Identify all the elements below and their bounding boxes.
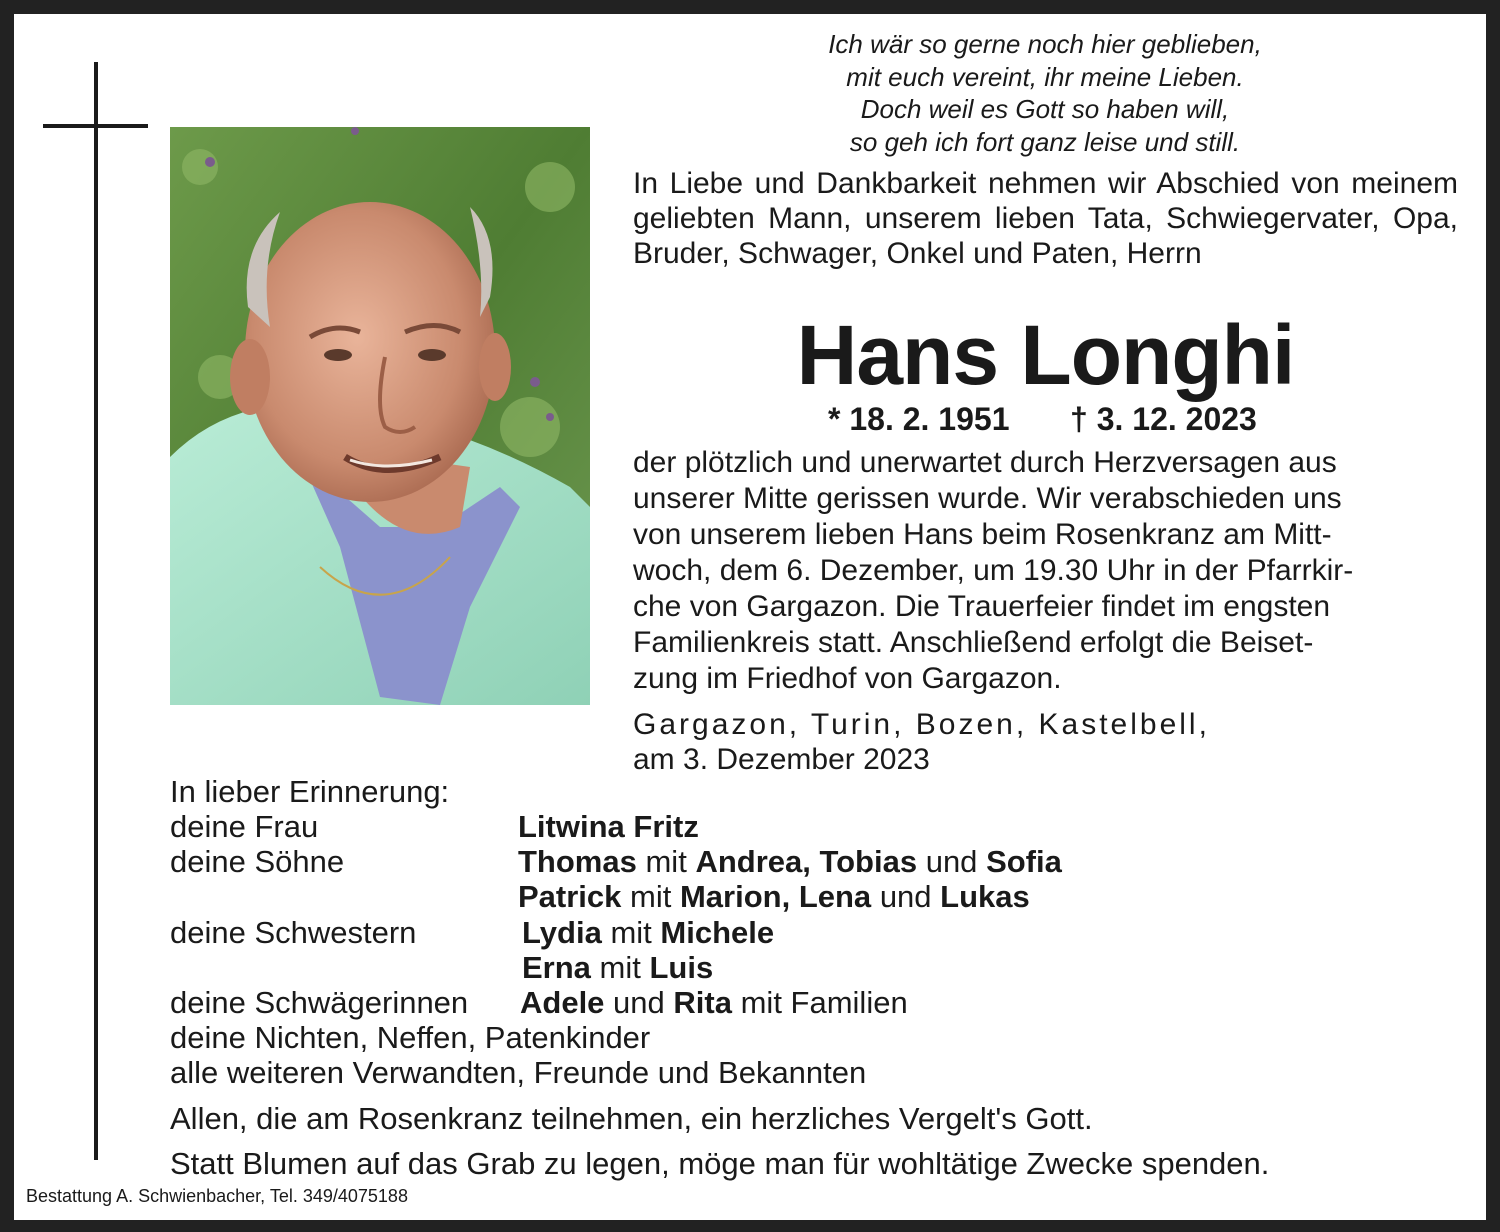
family-connector: mit <box>630 879 672 914</box>
text-line: zung im Friedhof von Gargazon. <box>633 662 1062 695</box>
cross-vertical-bar <box>94 62 98 1160</box>
poem <box>700 28 1390 158</box>
family-heading: In lieber Erinnerung: <box>170 774 450 809</box>
family-label: deine Schwestern <box>170 915 417 950</box>
place-date <box>633 707 1210 777</box>
family-connector: und <box>879 879 932 914</box>
places: Gargazon, Turin, Bozen, Kastelbell, <box>633 708 1210 741</box>
poem-line: mit euch vereint, ihr meine Lieben. <box>846 61 1244 92</box>
text-line: von unserem lieben Hans beim Rosenkranz am Mitt- <box>633 518 1332 551</box>
text-line: che von Gargazon. Die Trauerfeier findet im engsten <box>633 590 1331 623</box>
family-names <box>520 985 908 1020</box>
family-label: deine Schwägerinnen <box>170 985 469 1020</box>
family-names <box>518 844 1062 879</box>
family-name: Luis <box>649 950 714 985</box>
poem-line: Ich wär so gerne noch hier geblieben, <box>828 29 1262 59</box>
intro-text: In Liebe und Dankbarkeit nehmen wir Abschied von meinem geliebten Mann, unserem lieben Tata, Schwiegervater, Opa, Bruder, Schwager, Onkel und Paten, Herrn <box>633 167 1458 270</box>
family-name: Lydia <box>522 915 602 950</box>
family-connector: und <box>613 985 665 1020</box>
family-name: Litwina Fritz <box>518 809 699 844</box>
family-label: deine Frau <box>170 809 319 844</box>
family-connector: mit Familien <box>740 985 908 1020</box>
family-connector: mit <box>610 915 652 950</box>
family-name: Patrick <box>518 879 622 914</box>
poem-line: so geh ich fort ganz leise und still. <box>849 126 1241 157</box>
family-name: Erna <box>522 950 591 985</box>
family-line: alle weiteren Verwandten, Freunde und Bekannten <box>170 1055 867 1090</box>
birth-date: * 18. 2. 1951 <box>828 401 1010 437</box>
family-name: Lukas <box>940 879 1030 914</box>
deceased-name: Hans Longhi <box>796 308 1295 402</box>
family-line: deine Nichten, Neffen, Patenkinder <box>170 1020 651 1055</box>
family-name: Rita <box>673 985 732 1020</box>
portrait-photo <box>170 127 590 705</box>
death-date: † 3. 12. 2023 <box>1070 401 1257 437</box>
text-line: der plötzlich und unerwartet durch Herzversagen aus <box>633 446 1337 479</box>
family-connector: und <box>925 844 978 879</box>
text-line: unserer Mitte gerissen wurde. Wir verabschieden uns <box>633 482 1342 515</box>
thanks-text: Allen, die am Rosenkranz teilnehmen, ein herzliches Vergelt's Gott. <box>170 1101 1093 1136</box>
text-line: woch, dem 6. Dezember, um 19.30 Uhr in der Pfarrkir- <box>633 554 1354 587</box>
family-name: Andrea, Tobias <box>695 844 918 879</box>
cross-horizontal-bar <box>43 124 148 128</box>
family-names <box>518 809 699 844</box>
text-line: Familienkreis statt. Anschließend erfolgt die Beiset- <box>633 626 1314 659</box>
family-name: Adele <box>520 985 605 1020</box>
family-names <box>522 950 713 985</box>
family-names <box>522 915 774 950</box>
family-name: Thomas <box>518 844 637 879</box>
announcement-text <box>633 445 1458 697</box>
family-names <box>518 879 1030 914</box>
family-label: deine Söhne <box>170 844 345 879</box>
family-connector: mit <box>645 844 687 879</box>
poem-line: Doch weil es Gott so haben will, <box>860 94 1230 124</box>
family-name: Sofia <box>986 844 1062 879</box>
donation-text: Statt Blumen auf das Grab zu legen, möge man für wohltätige Zwecke spenden. <box>170 1146 1270 1181</box>
funeral-home: Bestattung A. Schwienbacher, Tel. 349/4075188 <box>26 1186 408 1206</box>
notice-date: am 3. Dezember 2023 <box>633 743 930 776</box>
family-connector: mit <box>599 950 641 985</box>
family-name: Marion, Lena <box>679 879 872 914</box>
family-name: Michele <box>660 915 775 950</box>
